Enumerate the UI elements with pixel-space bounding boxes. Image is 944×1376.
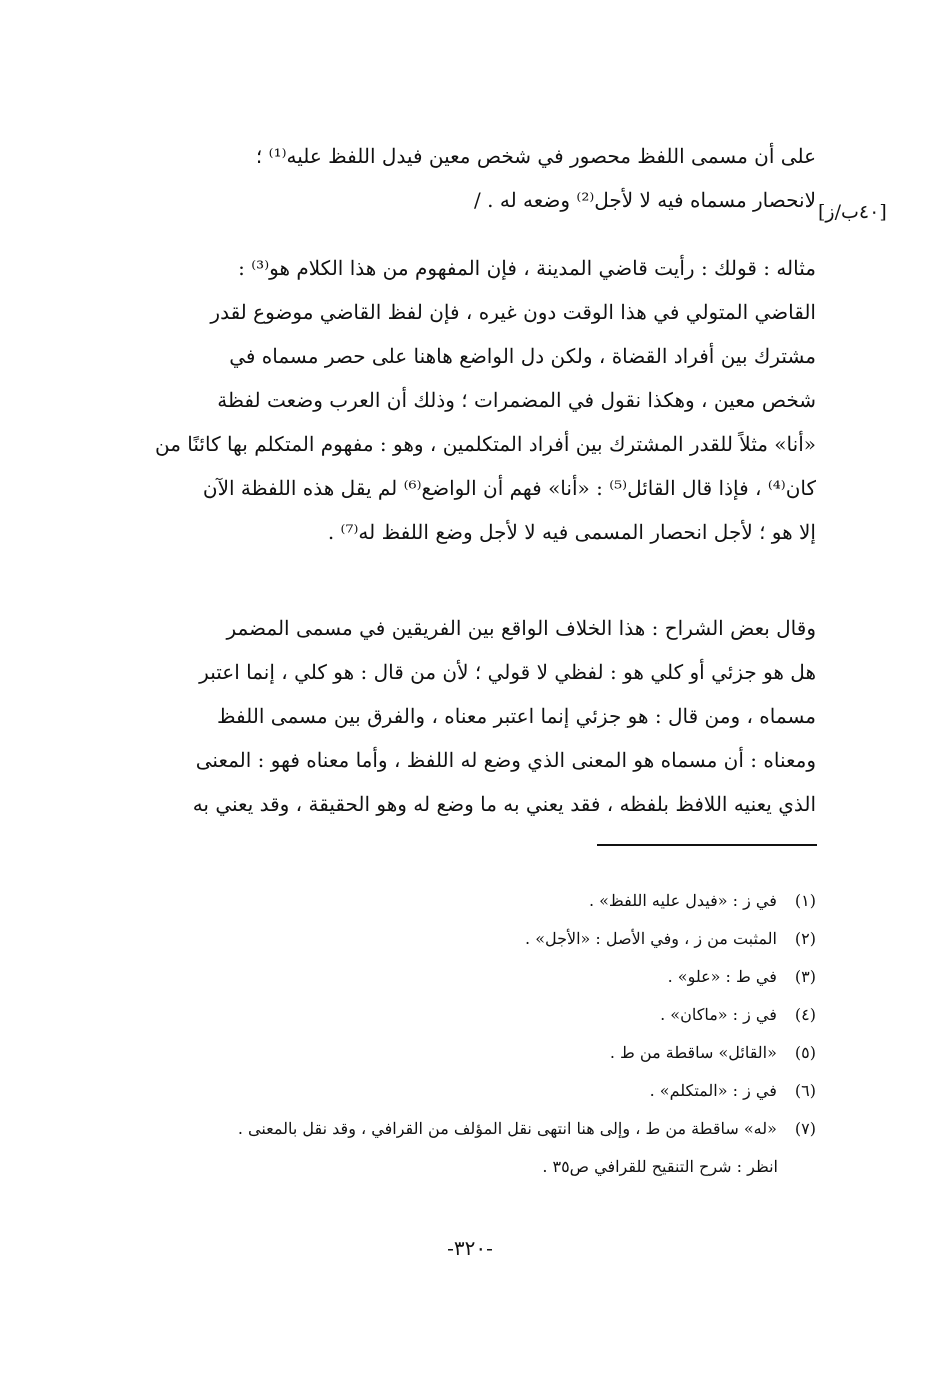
footnote-text: في ز : «المتكلم» . — [649, 1081, 777, 1100]
text-line: كان⁽⁴⁾ ، فإذا قال القائل⁽⁵⁾ : «أنا» فهم أن الواضع⁽⁶⁾ لم يقل هذه اللفظة الآن — [202, 476, 816, 500]
text-line: الذي يعنيه اللافظ بلفظه ، فقد يعني به ما وضع له وهو الحقيقة ، وقد يعني به — [192, 792, 816, 816]
text-line: مشترك بين أفراد القضاة ، ولكن دل الواضع هاهنا على حصر مسماه في — [229, 344, 816, 368]
text-line: لانحصار مسماه فيه لا لأجل⁽²⁾ وضعه له . / — [474, 188, 816, 212]
footnote-text: المثبت من ز ، وفي الأصل : «الأجل» . — [525, 929, 777, 948]
footnote-text: «له» ساقطة من ط ، وإلى هنا انتهى نقل المؤلف من القرافي ، وقد نقل بالمعنى . — [237, 1119, 777, 1138]
footnote-number: (٤) — [794, 1005, 816, 1024]
margin-manuscript-reference: [٤٠ب/ز] — [818, 201, 887, 223]
paragraph-2 — [126, 246, 816, 554]
footnote — [126, 1110, 816, 1148]
footnote — [126, 1072, 816, 1110]
text-line: إلا هو ؛ لأجل انحصار المسمى فيه لا لأجل وضع اللفظ له⁽⁷⁾ . — [327, 520, 816, 544]
footnote-number: (١) — [794, 891, 816, 910]
footnote-number: (٢) — [794, 929, 816, 948]
text-line: وقال بعض الشراح : هذا الخلاف الواقع بين الفريقين في مسمى المضمر — [226, 616, 816, 640]
footnote-text: في ز : «فيدل عليه اللفظ» . — [588, 891, 777, 910]
text-line: القاضي المتولي في هذا الوقت دون غيره ، فإن لفظ القاضي موضوع لقدر — [210, 300, 816, 324]
page-number: -٣٢٠- — [447, 1236, 493, 1260]
text-line: مسماه ، ومن قال : هو جزئي إنما اعتبر معناه ، والفرق بين مسمى اللفظ — [217, 704, 816, 728]
paragraph-3 — [126, 606, 816, 826]
footnote-text: في ط : «علو» . — [667, 967, 777, 986]
footnote — [126, 996, 816, 1034]
footnote-number: (٥) — [794, 1043, 816, 1062]
footnote-number: (٧) — [794, 1119, 816, 1138]
text-line: ومعناه : أن مسماه هو المعنى الذي وضع له اللفظ ، وأما معناه فهو : المعنى — [195, 748, 816, 772]
text-line: «أنا» مثلاً للقدر المشترك بين أفراد المتكلمين ، وهو : مفهوم المتكلم بها كائنًا من — [155, 432, 816, 456]
footnote — [126, 1034, 816, 1072]
footnote-text: «القائل» ساقطة من ط . — [609, 1043, 777, 1062]
footnote-continuation: انظر : شرح التنقيح للقرافي ص٣٥ . — [542, 1157, 778, 1176]
text-line: على أن مسمى اللفظ محصور في شخص معين فيدل اللفظ عليه⁽¹⁾ ؛ — [255, 144, 816, 168]
text-line: مثاله : قولك : رأيت قاضي المدينة ، فإن المفهوم من هذا الكلام هو⁽³⁾ : — [238, 256, 816, 280]
footnote-number: (٦) — [794, 1081, 816, 1100]
footnote — [126, 958, 816, 996]
footnote — [126, 920, 816, 958]
footnotes — [126, 882, 816, 1186]
footnote-separator — [597, 844, 817, 846]
text-line: شخص معين ، وهكذا نقول في المضمرات ؛ وذلك أن العرب وضعت لفظة — [217, 388, 816, 412]
footnote-number: (٣) — [794, 967, 816, 986]
paragraph-1 — [126, 134, 816, 222]
footnote — [126, 882, 816, 920]
footnote-text: في ز : «ماكان» . — [660, 1005, 777, 1024]
text-line: هل هو جزئي أو كلي هو : لفظي لا قولي ؛ لأن من قال : هو كلي ، إنما اعتبر — [199, 660, 816, 684]
